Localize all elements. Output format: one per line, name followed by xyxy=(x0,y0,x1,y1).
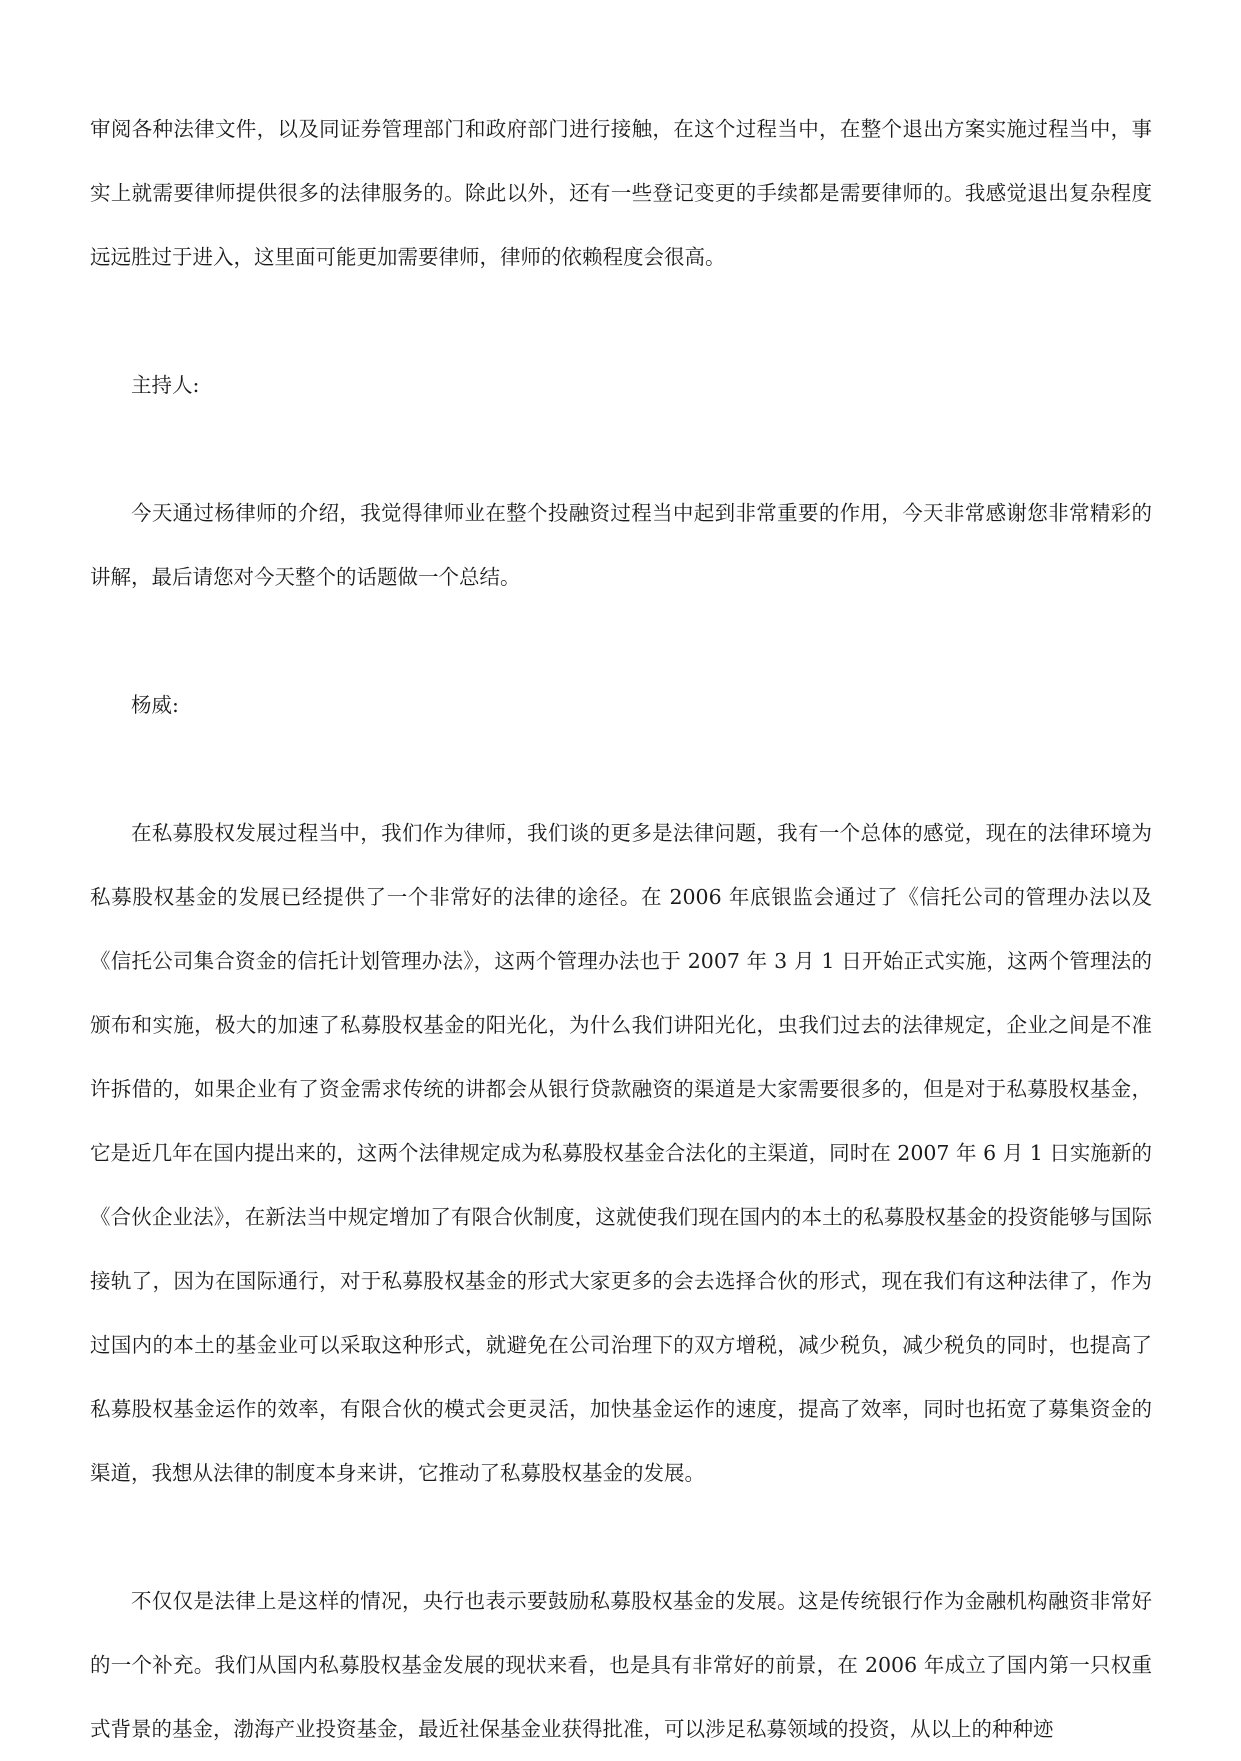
speaker-label-yang-wei: 杨威: xyxy=(131,693,179,717)
document-body xyxy=(90,97,1152,1761)
paragraph-host-question: 今天通过杨律师的介绍，我觉得律师业在整个投融资过程当中起到非常重要的作用，今天非常感谢您非常精彩的讲解，最后请您对今天整个的话题做一个总结。 xyxy=(90,501,1152,589)
paragraph-continued: 审阅各种法律文件，以及同证券管理部门和政府部门进行接触，在这个过程当中，在整个退出方案实施过程当中，事实上就需要律师提供很多的法律服务的。除此以外，还有一些登记变更的手续都是需要律师的。我感觉退出复杂程度远远胜过于进入，这里面可能更加需要律师，律师的依赖程度会很高。 xyxy=(90,117,1152,269)
paragraph-legal-environment: 在私募股权发展过程当中，我们作为律师，我们谈的更多是法律问题，我有一个总体的感觉，现在的法律环境为私募股权基金的发展已经提供了一个非常好的法律的途径。在 2006 年底银监会通过了《信托公司的管理办法以及《信托公司集合资金的信托计划管理办法》，这两个管理办法也于 2007 年 3 月 1 日开始正式实施，这两个管理法的颁布和实施，极大的加速了私募股权基金的阳光化，为什么我们讲阳光化，虫我们过去的法律规定，企业之间是不准许拆借的，如果企业有了资金需求传统的讲都会从银行贷款融资的渠道是大家需要很多的，但是对于私募股权基金，它是近几年在国内提出来的，这两个法律规定成为私募股权基金合法化的主渠道，同时在 2007 年 6 月 1 日实施新的《合伙企业法》，在新法当中规定增加了有限合伙制度，这就使我们现在国内的本土的私募股权基金的投资能够与国际接轨了，因为在国际通行，对于私募股权基金的形式大家更多的会去选择合伙的形式，现在我们有这种法律了，作为过国内的本土的基金业可以采取这种形式，就避免在公司治理下的双方增税，减少税负，减少税负的同时，也提高了私募股权基金运作的效率，有限合伙的模式会更灵活，加快基金运作的速度，提高了效率，同时也拓宽了募集资金的渠道，我想从法律的制度本身来讲，它推动了私募股权基金的发展。 xyxy=(90,821,1152,1485)
speaker-label-host: 主持人: xyxy=(131,373,200,397)
paragraph-central-bank: 不仅仅是法律上是这样的情况，央行也表示要鼓励私募股权基金的发展。这是传统银行作为金融机构融资非常好的一个补充。我们从国内私募股权基金发展的现状来看，也是具有非常好的前景，在 2006 年成立了国内第一只权重式背景的基金，渤海产业投资基金，最近社保基金业获得批准，可以涉足私募领域的投资，从以上的种种迹 xyxy=(90,1589,1152,1741)
